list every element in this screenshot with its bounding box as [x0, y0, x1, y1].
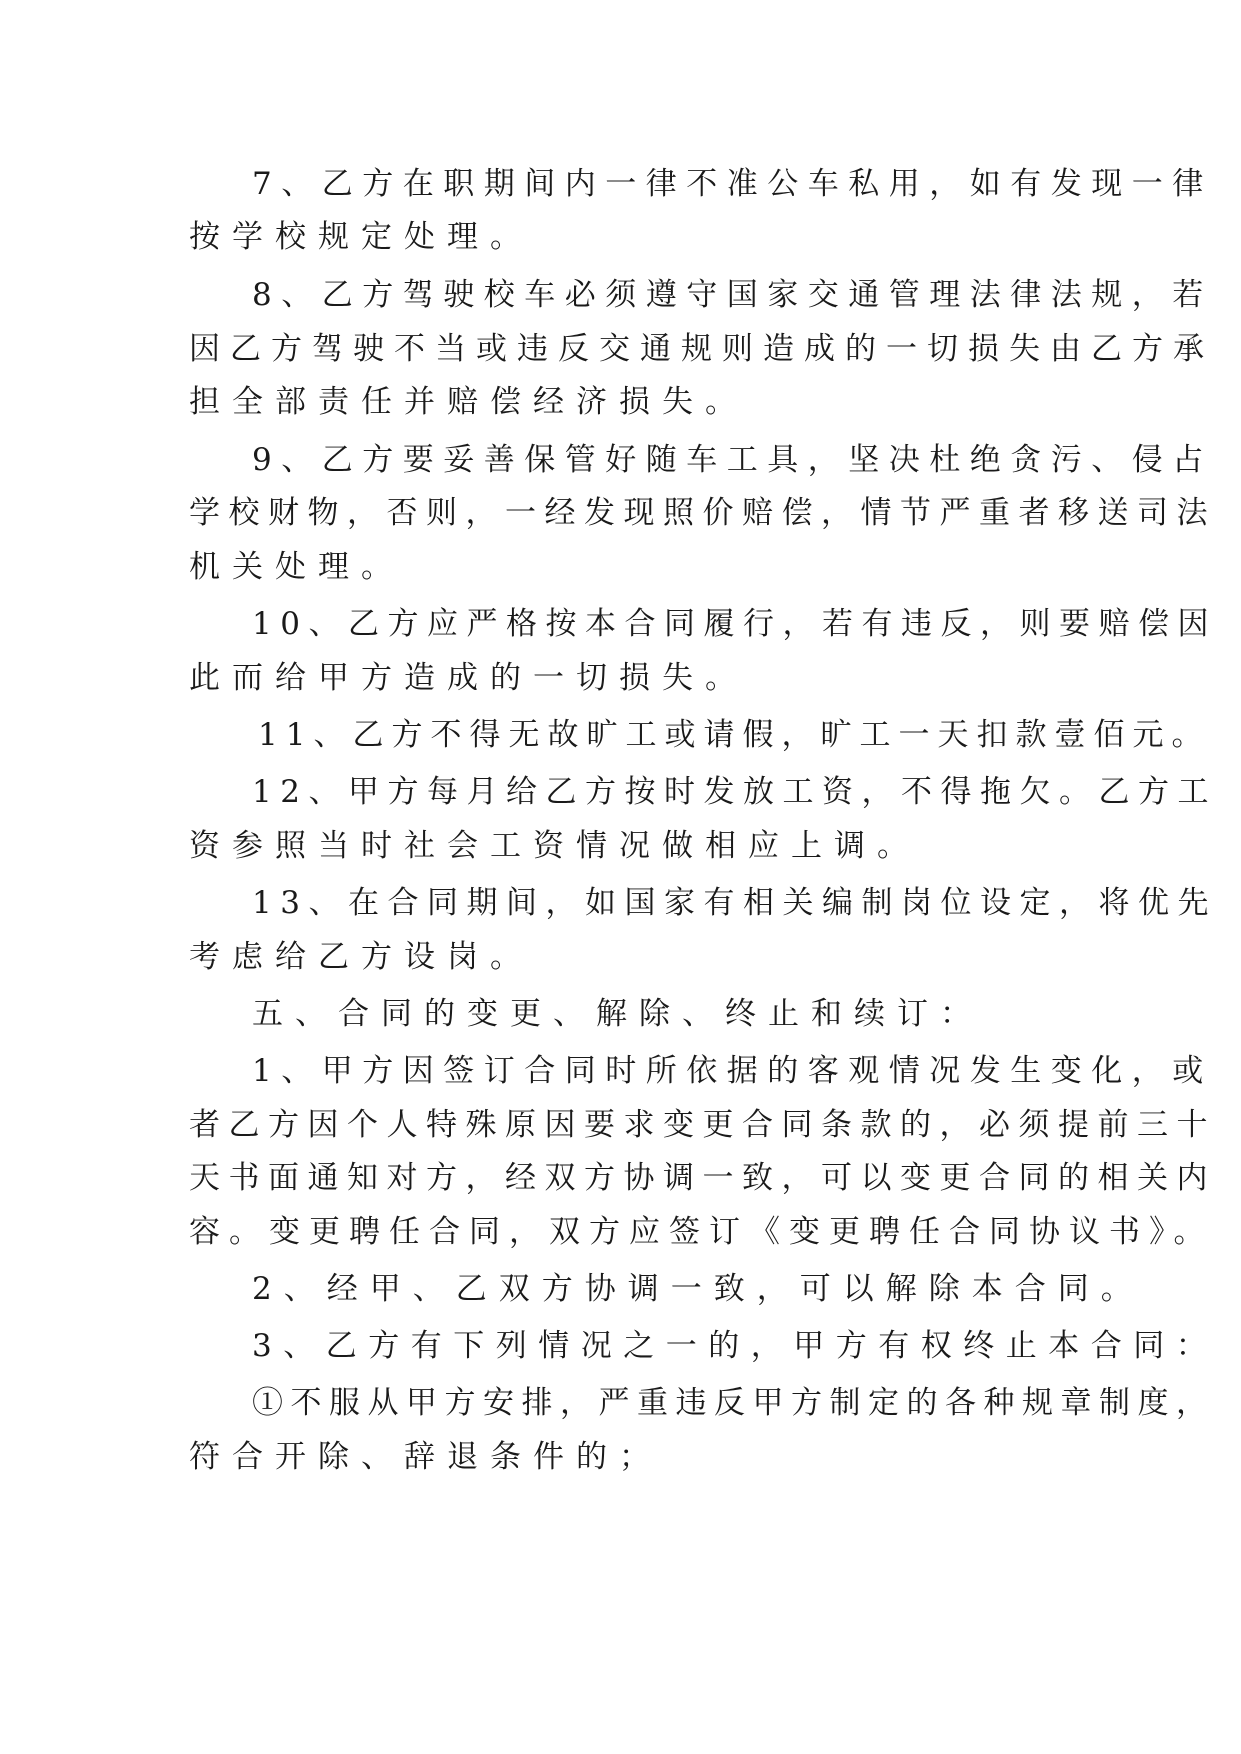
clause-8-line-1: 8、乙方驾驶校车必须遵守国家交通管理法律法规，若 — [252, 277, 1213, 313]
clause-7-line-2: 按学校规定处理。 — [189, 219, 533, 255]
text-line — [0, 372, 1241, 432]
section-5-heading: 五、合同的变更、解除、终止和续订： — [252, 996, 983, 1032]
clause-8-line-2: 因乙方驾驶不当或违反交通规则造成的一切损失由乙方承 — [189, 331, 1214, 367]
text-line — [0, 1202, 1241, 1262]
text-line — [0, 154, 1241, 214]
clause-10-line-2: 此而给甲方造成的一切损失。 — [189, 660, 748, 696]
text-line — [0, 1373, 1241, 1433]
text-line — [0, 705, 1241, 765]
text-line — [0, 1148, 1241, 1208]
text-line — [0, 430, 1241, 490]
text-line — [0, 873, 1241, 933]
text-line — [0, 648, 1241, 708]
text-line — [0, 265, 1241, 325]
clause-9-line-1: 9、乙方要妥善保管好随车工具，坚决杜绝贪污、侵占 — [252, 442, 1213, 478]
s5-item-1-line-1: ①不服从甲方安排，严重违反甲方制定的各种规章制度， — [252, 1385, 1215, 1421]
text-line — [0, 483, 1241, 543]
s5-clause-1-line-4: 容。变更聘任合同，双方应签订《变更聘任合同协议书》。 — [189, 1214, 1214, 1250]
clause-13-line-2: 考虑给乙方设岗。 — [189, 939, 533, 975]
text-line — [0, 1427, 1241, 1487]
s5-clause-2-line-1: 2、经甲、乙双方协调一致，可以解除本合同。 — [252, 1271, 1144, 1307]
text-line — [0, 1095, 1241, 1155]
clause-12-line-2: 资参照当时社会工资情况做相应上调。 — [189, 828, 920, 864]
text-line — [0, 594, 1241, 654]
s5-clause-1-line-2: 者乙方因个人特殊原因要求变更合同条款的，必须提前三十 — [189, 1107, 1216, 1143]
text-line — [0, 319, 1241, 379]
text-line — [0, 1316, 1241, 1376]
text-line — [0, 1259, 1241, 1319]
clause-8-line-3: 担全部责任并赔偿经济损失。 — [189, 384, 748, 420]
clause-11-line-1: 11、乙方不得无故旷工或请假，旷工一天扣款壹佰元。 — [258, 717, 1211, 753]
text-line — [0, 762, 1241, 822]
clause-9-line-3: 机关处理。 — [189, 549, 404, 585]
text-line — [0, 927, 1241, 987]
s5-clause-3-line-1: 3、乙方有下列情况之一的，甲方有权终止本合同： — [252, 1328, 1219, 1364]
clause-10-line-1: 10、乙方应严格按本合同履行，若有违反，则要赔偿因 — [252, 606, 1217, 642]
text-line — [0, 537, 1241, 597]
s5-clause-1-line-3: 天书面通知对方，经双方协调一致，可以变更合同的相关内 — [189, 1160, 1216, 1196]
s5-clause-1-line-1: 1、甲方因签订合同时所依据的客观情况发生变化，或 — [252, 1053, 1213, 1089]
clause-12-line-1: 12、甲方每月给乙方按时发放工资，不得拖欠。乙方工 — [252, 774, 1217, 810]
text-line — [0, 816, 1241, 876]
clause-7-line-1: 7、乙方在职期间内一律不准公车私用，如有发现一律 — [252, 166, 1213, 202]
text-line — [0, 984, 1241, 1044]
clause-13-line-1: 13、在合同期间，如国家有相关编制岗位设定，将优先 — [252, 885, 1217, 921]
text-line — [0, 207, 1241, 267]
text-line — [0, 1041, 1241, 1101]
clause-9-line-2: 学校财物，否则，一经发现照价赔偿，情节严重者移送司法 — [189, 495, 1216, 531]
s5-item-1-line-2: 符合开除、辞退条件的； — [189, 1439, 662, 1475]
